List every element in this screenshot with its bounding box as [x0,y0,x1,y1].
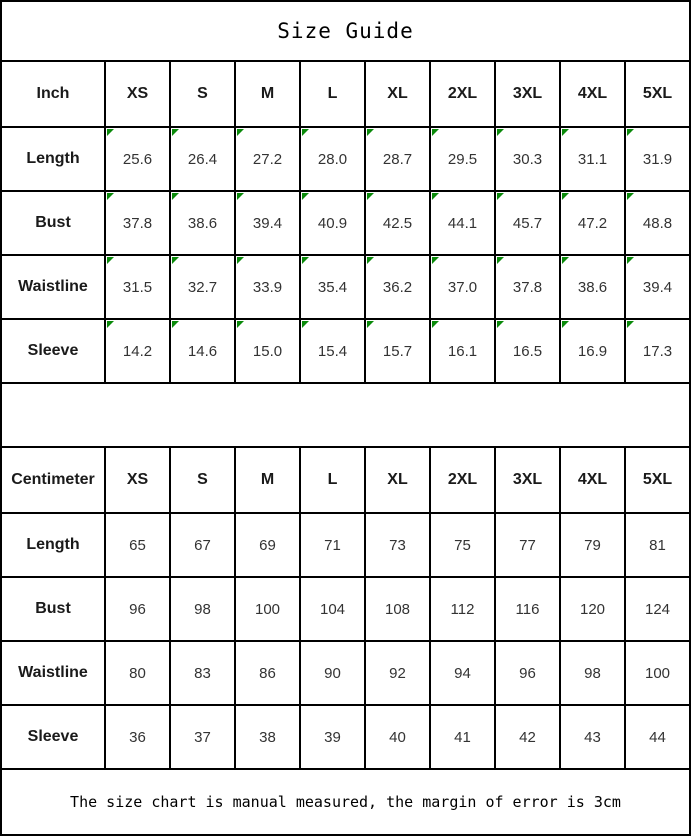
size-cell: 26.4 [170,127,235,191]
size-col-header-3xl: 3XL [495,61,560,127]
size-col-header-s: S [170,61,235,127]
size-col-header-2xl: 2XL [430,447,495,513]
corner-flag-icon [627,321,634,328]
size-col-header-l: L [300,61,365,127]
size-cell: 79 [560,513,625,577]
size-cell: 45.7 [495,191,560,255]
size-cell: 29.5 [430,127,495,191]
size-cell: 30.3 [495,127,560,191]
size-cell: 31.1 [560,127,625,191]
corner-flag-icon [562,321,569,328]
size-cell: 41 [430,705,495,769]
size-col-header-3xl: 3XL [495,447,560,513]
size-cell: 31.5 [105,255,170,319]
row-label: Length [1,513,105,577]
size-col-header-xs: XS [105,61,170,127]
corner-flag-icon [107,193,114,200]
unit-header-centimeter: Centimeter [1,447,105,513]
size-col-header-5xl: 5XL [625,61,690,127]
size-col-header-2xl: 2XL [430,61,495,127]
cm-length-row [1,513,690,577]
footer-row [1,769,690,835]
size-cell: 37.8 [105,191,170,255]
size-cell: 14.6 [170,319,235,383]
inch-length-row [1,127,690,191]
size-col-header-m: M [235,447,300,513]
inch-header-row [1,61,690,127]
size-cell: 120 [560,577,625,641]
size-cell: 16.1 [430,319,495,383]
corner-flag-icon [172,257,179,264]
corner-flag-icon [562,193,569,200]
corner-flag-icon [432,193,439,200]
size-cell: 40.9 [300,191,365,255]
inch-sleeve-row [1,319,690,383]
size-cell: 32.7 [170,255,235,319]
size-cell: 116 [495,577,560,641]
size-cell: 43 [560,705,625,769]
title-row [1,1,690,61]
size-col-header-xl: XL [365,61,430,127]
size-col-header-m: M [235,61,300,127]
corner-flag-icon [627,129,634,136]
corner-flag-icon [107,257,114,264]
size-cell: 92 [365,641,430,705]
corner-flag-icon [367,321,374,328]
size-cell: 42.5 [365,191,430,255]
corner-flag-icon [432,321,439,328]
size-cell: 44 [625,705,690,769]
cm-waistline-row [1,641,690,705]
footer-note: The size chart is manual measured, the margin of error is 3cm [1,769,690,835]
size-cell: 28.7 [365,127,430,191]
size-cell: 38.6 [560,255,625,319]
size-cell: 100 [235,577,300,641]
size-cell: 36.2 [365,255,430,319]
corner-flag-icon [302,257,309,264]
corner-flag-icon [367,257,374,264]
corner-flag-icon [237,193,244,200]
size-cell: 14.2 [105,319,170,383]
corner-flag-icon [497,257,504,264]
size-cell: 108 [365,577,430,641]
size-cell: 94 [430,641,495,705]
size-cell: 16.9 [560,319,625,383]
corner-flag-icon [432,129,439,136]
corner-flag-icon [237,129,244,136]
size-cell: 35.4 [300,255,365,319]
size-cell: 80 [105,641,170,705]
size-cell: 31.9 [625,127,690,191]
size-cell: 15.0 [235,319,300,383]
row-label: Waistline [1,255,105,319]
size-col-header-4xl: 4XL [560,447,625,513]
corner-flag-icon [302,193,309,200]
row-label: Waistline [1,641,105,705]
size-cell: 124 [625,577,690,641]
corner-flag-icon [302,129,309,136]
corner-flag-icon [172,193,179,200]
spacer-cell [1,383,690,447]
size-cell: 42 [495,705,560,769]
size-cell: 33.9 [235,255,300,319]
size-cell: 98 [560,641,625,705]
corner-flag-icon [172,321,179,328]
size-cell: 90 [300,641,365,705]
size-cell: 96 [105,577,170,641]
size-col-header-4xl: 4XL [560,61,625,127]
size-cell: 36 [105,705,170,769]
corner-flag-icon [432,257,439,264]
size-cell: 40 [365,705,430,769]
size-cell: 15.7 [365,319,430,383]
cm-bust-row [1,577,690,641]
size-cell: 100 [625,641,690,705]
size-cell: 73 [365,513,430,577]
size-cell: 28.0 [300,127,365,191]
size-cell: 37.0 [430,255,495,319]
size-cell: 37.8 [495,255,560,319]
size-cell: 71 [300,513,365,577]
corner-flag-icon [367,193,374,200]
corner-flag-icon [172,129,179,136]
size-cell: 39 [300,705,365,769]
size-cell: 44.1 [430,191,495,255]
cm-sleeve-row [1,705,690,769]
size-cell: 27.2 [235,127,300,191]
size-cell: 37 [170,705,235,769]
corner-flag-icon [497,193,504,200]
corner-flag-icon [107,129,114,136]
size-cell: 15.4 [300,319,365,383]
size-col-header-5xl: 5XL [625,447,690,513]
size-cell: 104 [300,577,365,641]
cm-header-row [1,447,690,513]
corner-flag-icon [562,257,569,264]
size-cell: 81 [625,513,690,577]
size-cell: 16.5 [495,319,560,383]
size-cell: 69 [235,513,300,577]
inch-bust-row [1,191,690,255]
unit-header-inch: Inch [1,61,105,127]
size-cell: 39.4 [625,255,690,319]
size-cell: 67 [170,513,235,577]
size-cell: 38 [235,705,300,769]
size-cell: 112 [430,577,495,641]
corner-flag-icon [627,257,634,264]
corner-flag-icon [302,321,309,328]
page-title: Size Guide [1,1,690,61]
size-cell: 65 [105,513,170,577]
corner-flag-icon [497,129,504,136]
size-cell: 96 [495,641,560,705]
size-cell: 39.4 [235,191,300,255]
corner-flag-icon [497,321,504,328]
size-cell: 98 [170,577,235,641]
size-cell: 17.3 [625,319,690,383]
row-label: Length [1,127,105,191]
size-cell: 25.6 [105,127,170,191]
size-cell: 38.6 [170,191,235,255]
size-cell: 75 [430,513,495,577]
size-col-header-xs: XS [105,447,170,513]
corner-flag-icon [237,257,244,264]
corner-flag-icon [367,129,374,136]
corner-flag-icon [107,321,114,328]
corner-flag-icon [627,193,634,200]
size-cell: 77 [495,513,560,577]
size-cell: 47.2 [560,191,625,255]
row-label: Bust [1,191,105,255]
corner-flag-icon [562,129,569,136]
corner-flag-icon [237,321,244,328]
size-col-header-l: L [300,447,365,513]
size-cell: 86 [235,641,300,705]
size-cell: 83 [170,641,235,705]
inch-waistline-row [1,255,690,319]
row-label: Sleeve [1,705,105,769]
size-col-header-xl: XL [365,447,430,513]
row-label: Bust [1,577,105,641]
size-cell: 48.8 [625,191,690,255]
size-col-header-s: S [170,447,235,513]
row-label: Sleeve [1,319,105,383]
spacer-row [1,383,690,447]
